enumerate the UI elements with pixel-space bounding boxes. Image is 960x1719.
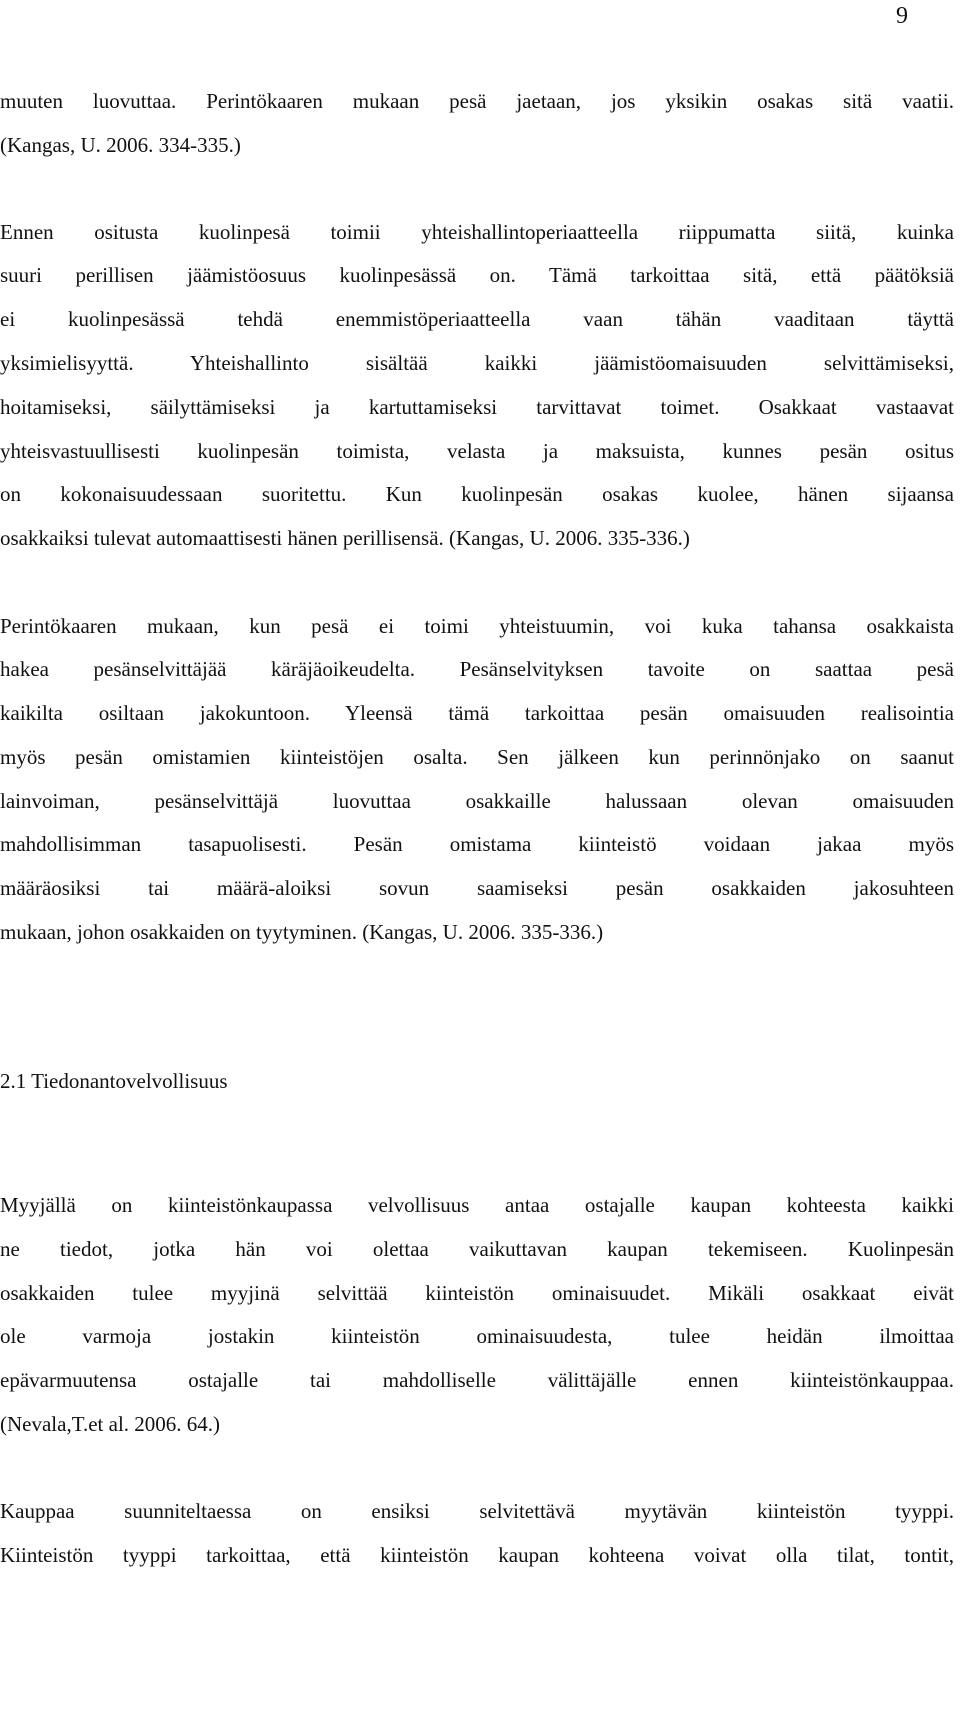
text-line: osakkaiksi tulevat automaattisesti hänen perillisensä. (Kangas, U. 2006. 335-336.) [0, 526, 690, 550]
text-line: myös pesän omistamien kiinteistöjen osalta. Sen jälkeen kun perinnönjako on saanut [0, 745, 954, 769]
section-heading: 2.1 Tiedonantovelvollisuus [0, 1069, 228, 1093]
text-line: määräosiksi tai määrä-aloiksi sovun saamiseksi pesän osakkaiden jakosuhteen [0, 876, 954, 900]
text-line: mukaan, johon osakkaiden on tyytyminen. (Kangas, U. 2006. 335-336.) [0, 920, 604, 944]
text-line: muuten luovuttaa. Perintökaaren mukaan pesä jaetaan, jos yksikin osakas sitä vaatii. [0, 89, 954, 113]
text-line: on kokonaisuudessaan suoritettu. Kun kuolinpesän osakas kuolee, hänen sijaansa [0, 482, 954, 506]
text-line: ne tiedot, jotka hän voi olettaa vaikuttavan kaupan tekemiseen. Kuolinpesän [0, 1237, 954, 1261]
text-line: epävarmuutensa ostajalle tai mahdolliselle välittäjälle ennen kiinteistönkauppaa. [0, 1368, 954, 1392]
text-line: yhteisvastuullisesti kuolinpesän toimista, velasta ja maksuista, kunnes pesän ositus [0, 439, 954, 463]
text-line: ole varmoja jostakin kiinteistön ominaisuudesta, tulee heidän ilmoittaa [0, 1324, 954, 1348]
text-line: hoitamiseksi, säilyttämiseksi ja kartuttamiseksi tarvittavat toimet. Osakkaat vastaavat [0, 395, 954, 419]
text-line: Myyjällä on kiinteistönkaupassa velvollisuus antaa ostajalle kaupan kohteesta kaikki [0, 1193, 954, 1217]
text-line: mahdollisimman tasapuolisesti. Pesän omistama kiinteistö voidaan jakaa myös [0, 832, 954, 856]
text-line: hakea pesänselvittäjää käräjäoikeudelta. Pesänselvityksen tavoite on saattaa pesä [0, 657, 954, 681]
text-line: lainvoiman, pesänselvittäjä luovuttaa osakkaille halussaan olevan omaisuuden [0, 789, 954, 813]
text-line: Kiinteistön tyyppi tarkoittaa, että kiinteistön kaupan kohteena voivat olla tilat, tontit, [0, 1543, 954, 1567]
text-line: kaikilta osiltaan jakokuntoon. Yleensä tämä tarkoittaa pesän omaisuuden realisointia [0, 701, 954, 725]
text-line: yksimielisyyttä. Yhteishallinto sisältää kaikki jäämistöomaisuuden selvittämiseksi, [0, 351, 954, 375]
text-line: suuri perillisen jäämistöosuus kuolinpesässä on. Tämä tarkoittaa sitä, että päätöksiä [0, 263, 954, 287]
text-line: (Kangas, U. 2006. 334-335.) [0, 133, 241, 157]
text-line: osakkaiden tulee myyjinä selvittää kiinteistön ominaisuudet. Mikäli osakkaat eivät [0, 1281, 954, 1305]
text-line: ei kuolinpesässä tehdä enemmistöperiaatteella vaan tähän vaaditaan täyttä [0, 307, 954, 331]
text-line: Perintökaaren mukaan, kun pesä ei toimi yhteistuumin, voi kuka tahansa osakkaista [0, 614, 954, 638]
text-line: Kauppaa suunniteltaessa on ensiksi selvitettävä myytävän kiinteistön tyyppi. [0, 1499, 954, 1523]
text-line: (Nevala,T.et al. 2006. 64.) [0, 1412, 221, 1436]
text-line: Ennen ositusta kuolinpesä toimii yhteishallintoperiaatteella riippumatta siitä, kuinka [0, 220, 954, 244]
page-number: 9 [896, 3, 908, 29]
